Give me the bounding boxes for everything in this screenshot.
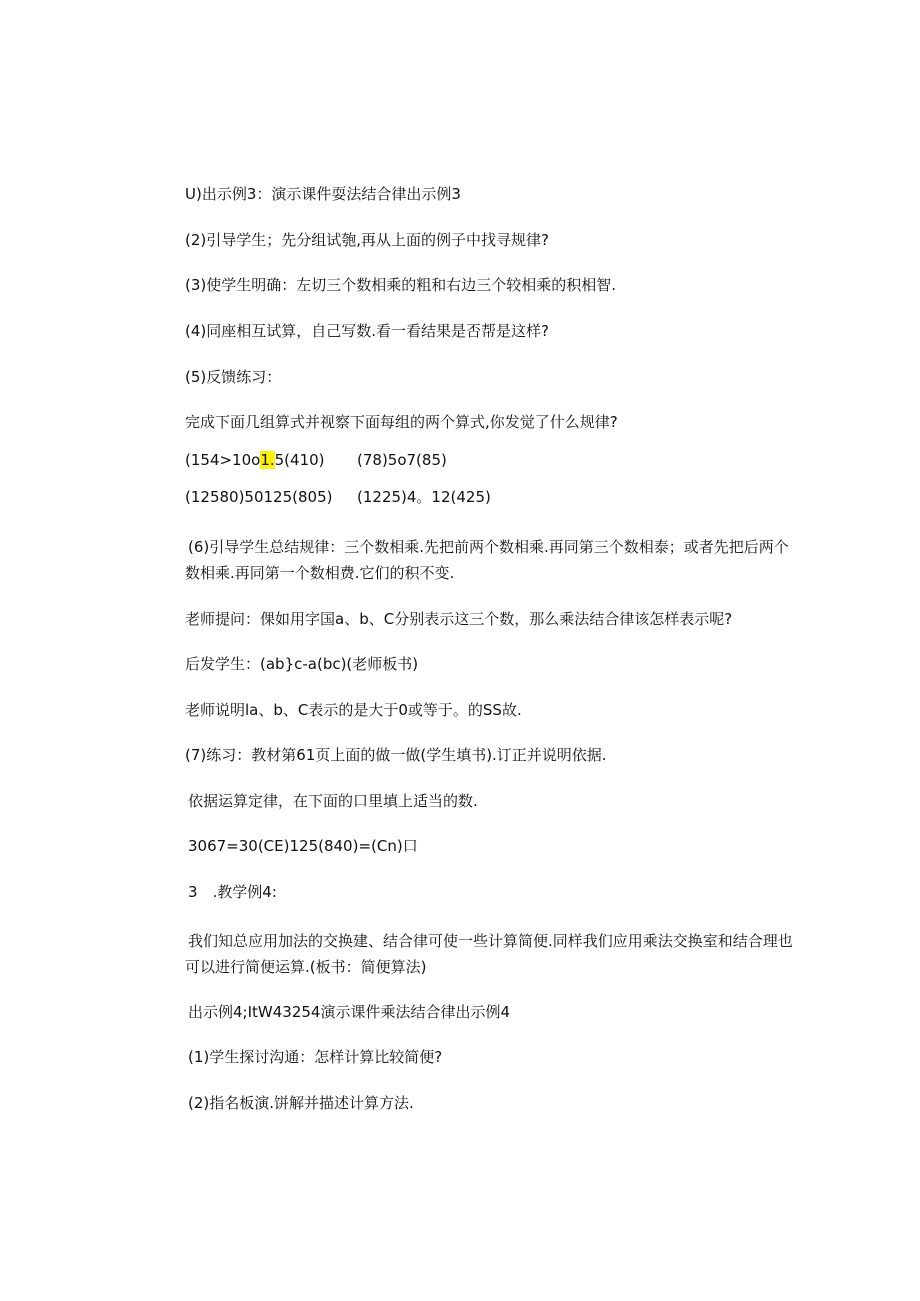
highlighted-text: 1. — [260, 451, 275, 469]
line-teacher-question: 老师提问：倮如用字国a、b、C分别表示这三个数，那么乘法结合律该怎样表示呢? — [185, 610, 733, 628]
equation-row1-left — [185, 450, 325, 470]
line-example3: U)出示例3：演示课件耍法结合律出示例3 — [185, 185, 461, 203]
line-fill-blanks: 依据运算定律，在下面的口里填上适当的数. — [188, 792, 478, 810]
equation-row1-left-pre: (154>10o — [185, 451, 261, 469]
section-heading-example4: 3 .教学例4: — [188, 883, 277, 901]
line-feedback-practice: (5)反馈练习： — [185, 368, 282, 386]
equation-row2-left: (12580)50125(805) — [185, 488, 333, 506]
equation-row1-left-post: 5(410) — [274, 451, 325, 469]
line-practice: (7)练习：教材第61页上面的做一做(学生填书).订正并说明依据. — [185, 746, 607, 764]
line-board-demo: (2)指名板演.饼解并描述计算方法. — [188, 1094, 414, 1112]
equation-row1-right: (78)5o7(85) — [357, 451, 447, 469]
line-teacher-explain: 老师说明la、b、C表示的是大于0或等于。的SS故. — [185, 701, 522, 719]
line-complete-exercises: 完成下面几组算式并视察下面每组的两个算式,你发觉了什么规律? — [185, 413, 618, 431]
line-student-discuss: (1)学生探讨沟通：怎样计算比较简便? — [188, 1048, 443, 1066]
paragraph-summarize-rule: (6)引导学生总结规律：三个数相乘.先把前两个数相乘.再同第三个数相泰；或者先把后两个数相乘.再同第一个数相费.它们的积不变. — [185, 538, 789, 582]
line-fill-equation: 3067=30(CE)125(840)=(Cn)口 — [188, 837, 418, 855]
line-make-clear: (3)使学生明确：左切三个数相乘的粗和右边三个较相乘的积相智. — [185, 276, 617, 294]
equation-row2-right: (1225)4。12(425) — [357, 488, 491, 506]
line-show-example4: 出示例4;ItW43254演示课件乘法结合律出示例4 — [188, 1003, 510, 1021]
line-peer-calc: (4)同座相互试算，自己写数.看一看结果是否帮是这样? — [185, 322, 549, 340]
paragraph-simplified-calc: 我们知总应用加法的交换建、结合律可使一些计算简便.同样我们应用乘法交换室和结合理也可以进行简便运算.(板书：简便算法) — [185, 932, 793, 976]
line-guide-students: (2)引导学生；先分组试匏,再从上面的例子中找寻规律? — [185, 231, 549, 249]
line-student-answer: 后发学生：(ab}c-a(bc)(老师板书) — [185, 655, 419, 673]
